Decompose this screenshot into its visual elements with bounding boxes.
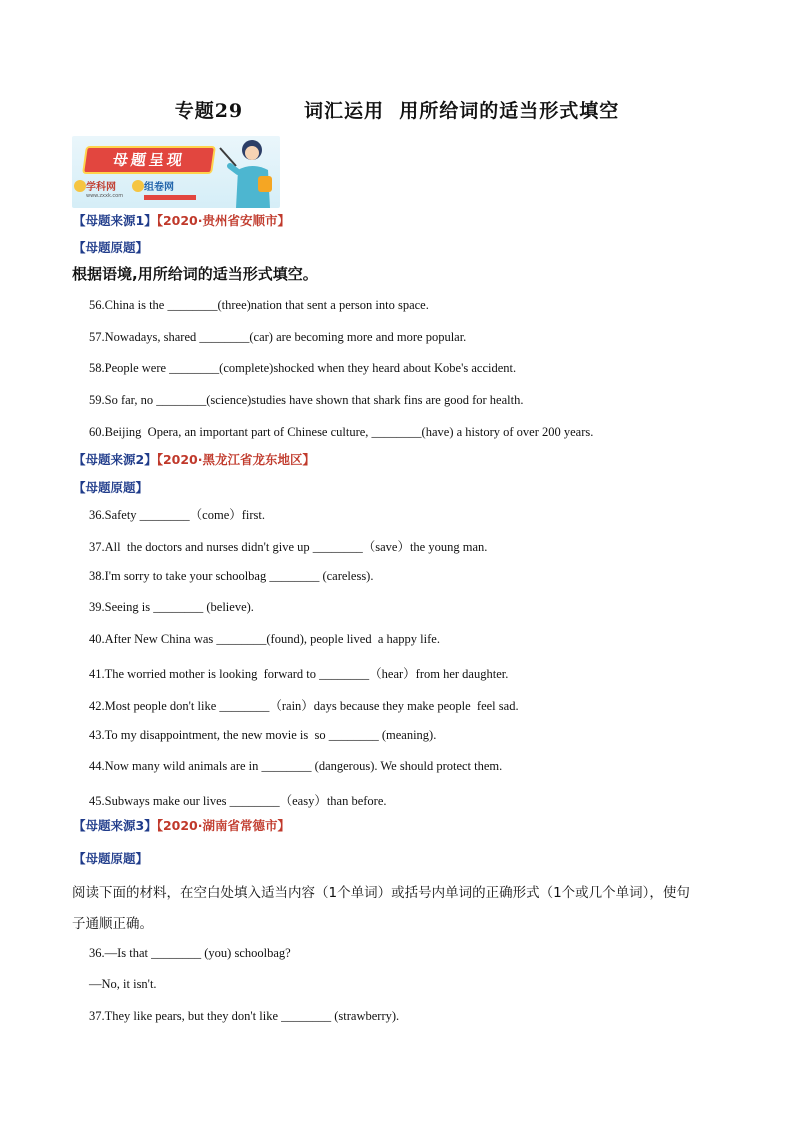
instruction-1: 根据语境,用所给词的适当形式填空。 — [72, 265, 318, 283]
page-title: 专题29 词汇运用 用所给词的适当形式填空 — [174, 100, 620, 122]
graduation-cap-icon — [74, 180, 86, 192]
source-1 — [73, 211, 290, 229]
question-item: 60.Beijing Opera, an important part of Chinese culture, ________(have) a history of over 200 years. — [89, 425, 594, 439]
source-2 — [73, 450, 315, 468]
instruction-3-line1: 阅读下面的材料，在空白处填入适当内容（1个单词）或括号内单词的正确形式（1个或几个单词），使句 — [72, 885, 690, 901]
banner-heading: 母题呈现 — [82, 146, 216, 174]
source-1-label: 【母题来源1】 — [73, 213, 157, 228]
source-2-label: 【母题来源2】 — [73, 452, 157, 467]
question-item: 37.All the doctors and nurses didn't give up ________（save）the young man. — [89, 540, 488, 554]
question-item: 44.Now many wild animals are in ________ (dangerous). We should protect them. — [89, 759, 503, 773]
question-item: 39.Seeing is ________ (believe). — [89, 600, 254, 614]
question-item: 56.China is the ________(three)nation that sent a person into space. — [89, 298, 429, 312]
instruction-3-line2: 子通顺正确。 — [72, 916, 153, 932]
question-item: —No, it isn't. — [89, 977, 157, 991]
question-item: 45.Subways make our lives ________（easy）than before. — [89, 794, 387, 808]
original-question-label-1: 【母题原题】 — [73, 240, 149, 255]
logo-right — [144, 178, 196, 200]
question-item: 40.After New China was ________(found), people lived a happy life. — [89, 632, 440, 646]
logo-left-text: 学科网 — [86, 182, 116, 193]
question-item: 36.—Is that ________ (you) schoolbag? — [89, 946, 291, 960]
graduation-cap-icon — [132, 180, 144, 192]
source-3-detail: 【2020·湖南省常德市】 — [156, 818, 290, 833]
source-2-detail: 【2020·黑龙江省龙东地区】 — [156, 452, 315, 467]
question-item: 58.People were ________(complete)shocked when they heard about Kobe's accident. — [89, 361, 517, 375]
original-question-label-2: 【母题原题】 — [73, 480, 149, 495]
question-item: 59.So far, no ________(science)studies have shown that shark fins are good for health. — [89, 393, 524, 407]
question-item: 42.Most people don't like ________（rain）days because they make people feel sad. — [89, 699, 519, 713]
source-3 — [73, 816, 290, 834]
question-item: 38.I'm sorry to take your schoolbag ________ (careless). — [89, 569, 374, 583]
logo-right-stripe — [144, 195, 196, 200]
logo-left — [86, 178, 123, 199]
question-item: 37.They like pears, but they don't like ________ (strawberry). — [89, 1009, 400, 1023]
question-item: 41.The worried mother is looking forward to ________（hear）from her daughter. — [89, 667, 509, 681]
logo-left-url: www.zxxk.com — [86, 193, 124, 199]
question-item: 43.To my disappointment, the new movie is so ________ (meaning). — [89, 728, 437, 742]
section-banner — [72, 136, 280, 208]
original-question-label-3: 【母题原题】 — [73, 851, 149, 866]
question-item: 57.Nowadays, shared ________(car) are becoming more and more popular. — [89, 330, 467, 344]
question-item: 36.Safety ________（come）first. — [89, 508, 266, 522]
teacher-figure-icon — [212, 136, 280, 208]
source-1-detail: 【2020·贵州省安顺市】 — [156, 213, 290, 228]
logo-right-text: 组卷网 — [144, 182, 174, 193]
source-3-label: 【母题来源3】 — [73, 818, 157, 833]
